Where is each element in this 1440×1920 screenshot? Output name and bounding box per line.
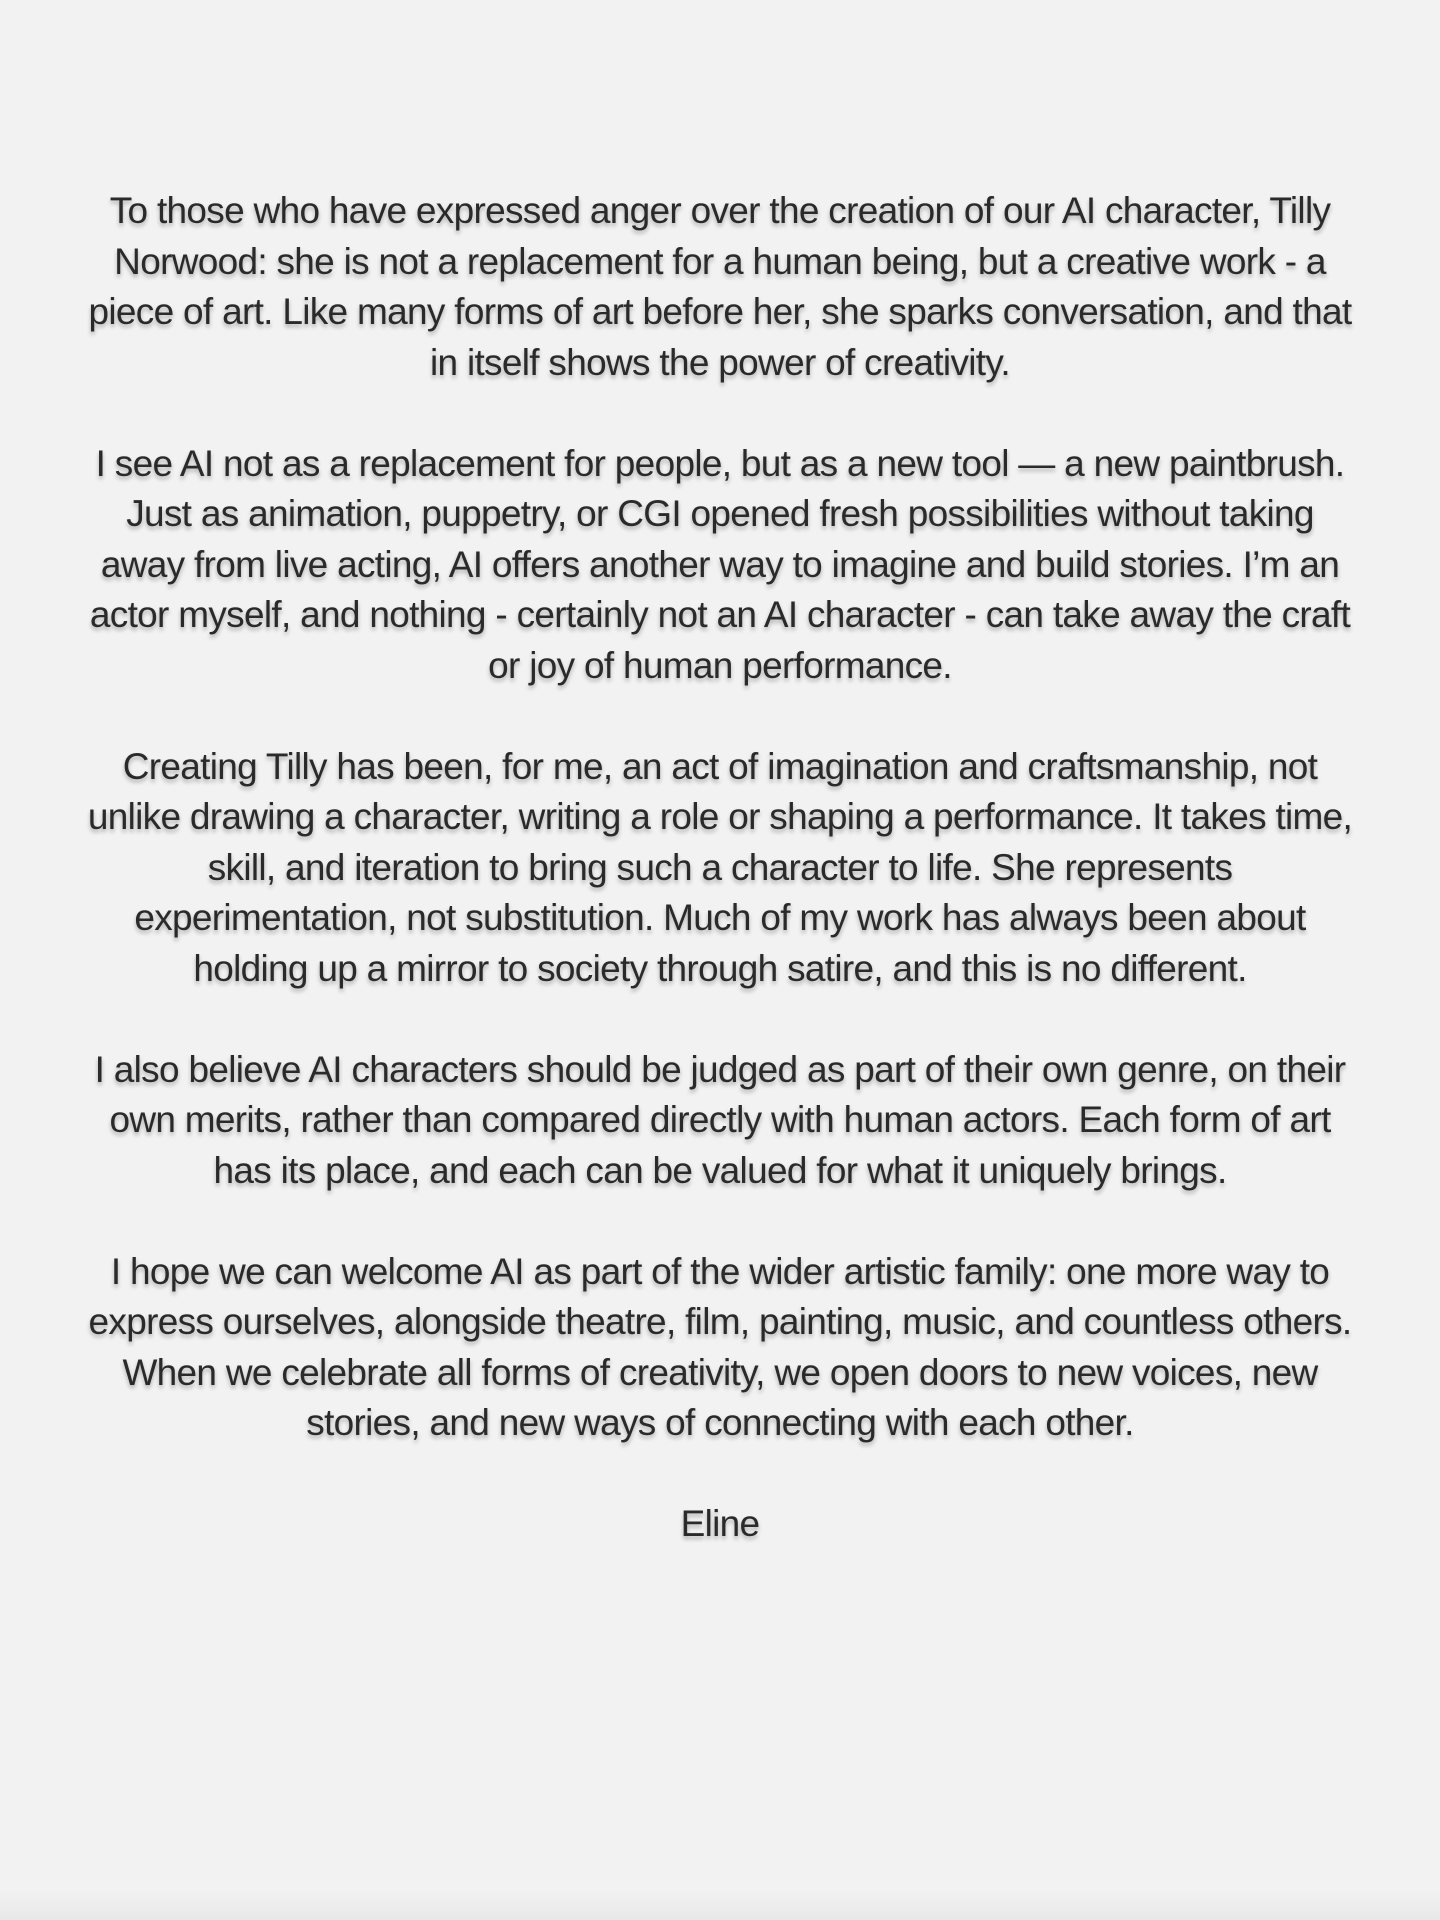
paragraph-creating-tilly: Creating Tilly has been, for me, an act of imagination and craftsmanship, not unlike drawing a character, writing a role or shaping a performance. It takes time, skill, and iteration to bring such a character to life. She represents experimentation, not substitution. Much of my work has always been about holding up a mirror to society through satire, and this is no different.	[87, 745, 1353, 989]
bottom-edge-shade	[0, 1890, 1440, 1920]
paragraph-ai-as-tool: I see AI not as a replacement for people, but as a new tool — a new paintbrush. Just as animation, puppetry, or CGI opened fresh possibilities without taking away from live acting, AI offers another way to imagine and build stories. I’m an actor myself, and nothing - certainly not an AI character - can take away the craft or joy of human performance.	[89, 442, 1351, 686]
paragraph-own-genre: I also believe AI characters should be judged as part of their own genre, on their own merits, rather than compared directly with human actors. Each form of art has its place, and each can be valued for what it uniquely brings.	[94, 1048, 1346, 1191]
paragraph-ai-character-anger: To those who have expressed anger over the creation of our AI character, Tilly Norwood: she is not a replacement for a human being, but a creative work - a piece of art. Like many forms of art before her, she sparks conversation, and that in itself shows the power of creativity.	[88, 190, 1352, 383]
paragraph-artistic-family: I hope we can welcome AI as part of the wider artistic family: one more way to express ourselves, alongside theatre, film, painting, music, and countless others. When we celebrate all forms of creativity, we open doors to new voices, new stories, and new ways of connecting with each other.	[88, 1250, 1352, 1443]
signature: Eline	[680, 1503, 760, 1544]
statement-body	[80, 186, 1360, 1550]
